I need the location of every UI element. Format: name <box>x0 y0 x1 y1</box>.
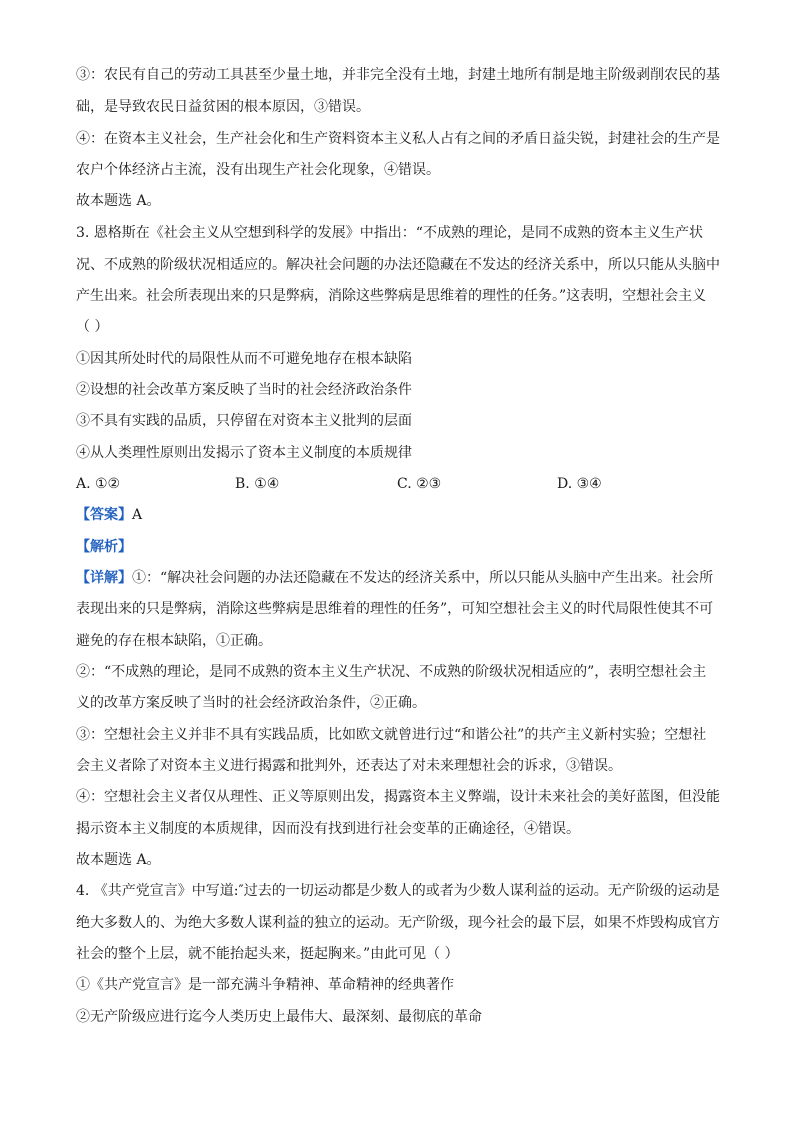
detail-label: 【详解】 <box>76 570 132 586</box>
q3-stem-line: 况、不成熟的阶级状况相适应的。解决社会问题的办法还隐藏在不发达的经济关系中，所以只能从头脑中 <box>76 257 720 273</box>
q3-option-c: C. ②③ <box>397 476 442 492</box>
carryover-line: ④：在资本主义社会，生产社会化和生产资料资本主义私人占有之间的矛盾日益尖锐，封建社会的生产是 <box>76 131 720 147</box>
q3-detail-line: 揭示资本主义制度的本质规律，因而没有找到进行社会变革的正确途径，④错误。 <box>76 821 580 837</box>
q3-statement: ①因其所处时代的局限性从而不可避免地存在根本缺陷 <box>76 351 412 367</box>
q3-detail-line: 义的改革方案反映了当时的社会经济政治条件，②正确。 <box>76 695 426 711</box>
detail-text: ①：“解决社会问题的办法还隐藏在不发达的经济关系中，所以只能从头脑中产生出来。社会所 <box>132 570 714 586</box>
q3-analysis-heading <box>76 538 736 556</box>
q3-stem-line: 产生出来。社会所表现出来的只是弊病，消除这些弊病是思维着的理性的任务。”这表明，空想社会主义 <box>76 288 707 304</box>
carryover-line: ③：农民有自己的劳动工具甚至少量土地，并非完全没有土地，封建土地所有制是地主阶级剥削农民的基 <box>76 67 720 83</box>
q3-detail-line: 避免的存在根本缺陷，①正确。 <box>76 633 272 649</box>
carryover-line: 农户个体经济占主流，没有出现生产社会化现象，④错误。 <box>76 162 440 178</box>
q3-statement: ②设想的社会改革方案反映了当时的社会经济政治条件 <box>76 382 412 398</box>
q3-detail-line: ②：“不成熟的理论，是同不成熟的资本主义生产状况、不成熟的阶级状况相适应的”，表明空想社会主 <box>76 664 707 680</box>
q4-statement: ①《共产党宣言》是一部充满斗争精神、革命精神的经典著作 <box>76 977 454 993</box>
q3-answer-blank: （ ） <box>76 319 109 335</box>
answer-label: 【答案】 <box>76 507 132 523</box>
q4-stem-line: 社会的整个上层，就不能抬起头来，挺起胸来。”由此可见（ ） <box>76 946 459 962</box>
q4-stem-line: 4. 《共产党宣言》中写道:″过去的一切运动都是少数人的或者为少数人谋利益的运动。无产阶级的运动是 <box>76 883 720 899</box>
q4-stem-line: 绝大多数人的、为绝大多数人谋利益的独立的运动。无产阶级，现今社会的最下层，如果不炸毁构成官方 <box>76 915 720 931</box>
q4-statement: ②无产阶级应进行迄今人类历史上最伟大、最深刻、最彻底的革命 <box>76 1009 482 1025</box>
q3-stem-line: 3. 恩格斯在《社会主义从空想到科学的发展》中指出：“不成熟的理论，是同不成熟的资本主义生产状 <box>76 225 703 241</box>
q3-answer <box>76 506 736 524</box>
q3-detail-line: 会主义者除了对资本主义进行揭露和批判外，还表达了对未来理想社会的诉求，③错误。 <box>76 758 622 774</box>
carryover-line: 础，是导致农民日益贫困的根本原因，③错误。 <box>76 99 370 115</box>
q3-detail-line <box>76 569 736 587</box>
q3-option-b: B. ①④ <box>235 476 280 492</box>
carryover-conclusion: 故本题选 A。 <box>76 193 161 209</box>
q3-conclusion: 故本题选 A。 <box>76 852 161 868</box>
q3-detail-line: ③：空想社会主义并非不具有实践品质，比如欧文就曾进行过“和谐公社”的共产主义新村实验；空想社 <box>76 727 707 743</box>
q3-option-a: A. ①② <box>76 476 121 492</box>
q3-detail-line: ④：空想社会主义者仅从理性、正义等原则出发，揭露资本主义弊端，设计未来社会的美好蓝图，但没能 <box>76 789 720 805</box>
q3-option-d: D. ③④ <box>557 476 602 492</box>
q3-detail-line: 表现出来的只是弊病，消除这些弊病是思维着的理性的任务”，可知空想社会主义的时代局限性使其不可 <box>76 601 714 617</box>
q3-statement: ④从人类理性原则出发揭示了资本主义制度的本质规律 <box>76 445 412 461</box>
answer-value: A <box>132 507 143 523</box>
analysis-label: 【解析】 <box>76 539 132 555</box>
q3-statement: ③不具有实践的品质，只停留在对资本主义批判的层面 <box>76 413 412 429</box>
